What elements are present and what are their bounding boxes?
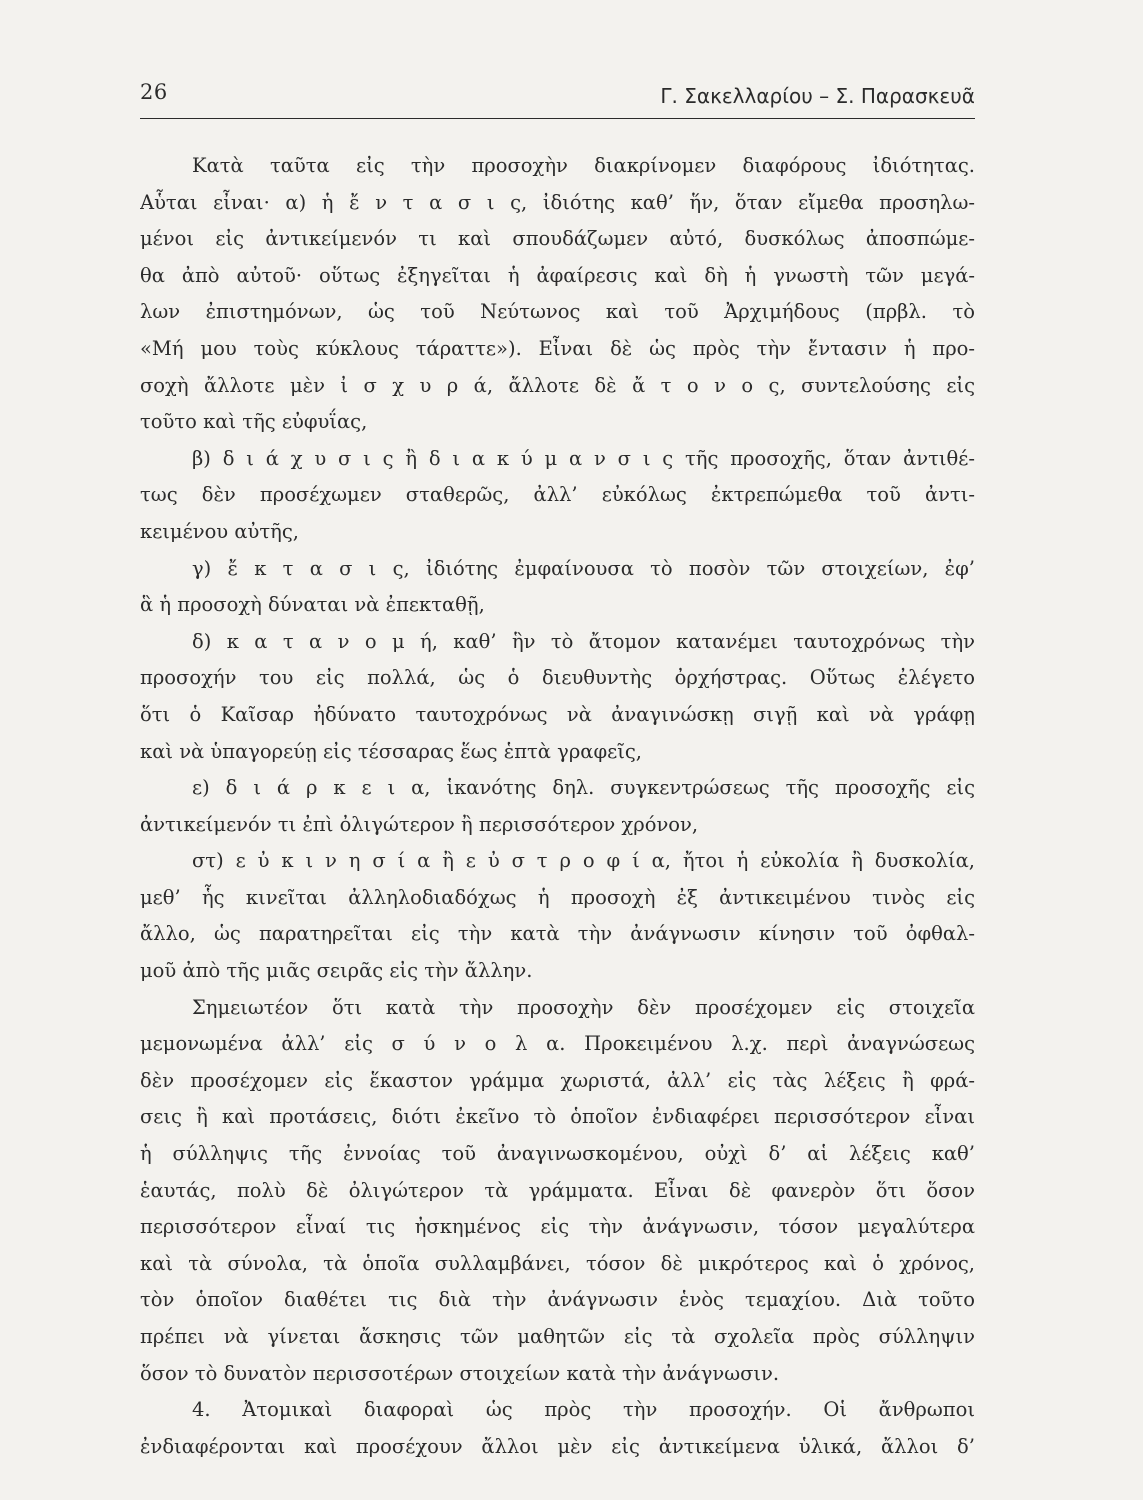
text-line: προσοχήν του εἰς πολλά, ὡς ὁ διευθυντὴς ὀρχήστρας. Οὕτως ἐλέγετο	[140, 666, 975, 690]
text-line: μοῦ ἀπὸ τῆς μιᾶς σειρᾶς εἰς τὴν ἄλλην.	[140, 959, 533, 983]
text-line: τοῦτο καὶ τῆς εὐφυΐας,	[140, 410, 368, 434]
text-line: β) δ ι ά χ υ σ ι ς ἢ δ ι α κ ύ μ α ν σ ι ς τῆς προσοχῆς, ὅταν ἀντιθέ-	[192, 446, 975, 470]
text-line: ἄλλο, ὡς παρατηρεῖται εἰς τὴν κατὰ τὴν ἀνάγνωσιν κίνησιν τοῦ ὀφθαλ-	[140, 922, 975, 946]
text-line: ἐνδιαφέρονται καὶ προσέχουν ἄλλοι μὲν εἰς ἀντικείμενα ὑλικά, ἄλλοι δ’	[140, 1434, 975, 1458]
text-line: ἡ σύλληψις τῆς ἐννοίας τοῦ ἀναγινωσκομένου, οὐχὶ δ’ αἱ λέξεις καθ’	[140, 1142, 975, 1166]
text-line: δ) κ α τ α ν ο μ ή, καθ’ ἣν τὸ ἄτομον κατανέμει ταυτοχρόνως τὴν	[192, 629, 975, 653]
text-line: καὶ τὰ σύνολα, τὰ ὁποῖα συλλαμβάνει, τόσον δὲ μικρότερος καὶ ὁ χρόνος,	[140, 1251, 975, 1275]
text-line: ὅσον τὸ δυνατὸν περισσοτέρων στοιχείων κατὰ τὴν ἀνάγνωσιν.	[140, 1361, 780, 1385]
text-line: γ) ἔ κ τ α σ ι ς, ἰδιότης ἐμφαίνουσα τὸ ποσὸν τῶν στοιχείων, ἐφ’	[192, 556, 975, 580]
text-line: θα ἀπὸ αὐτοῦ· οὕτως ἐξηγεῖται ἡ ἀφαίρεσις καὶ δὴ ἡ γνωστὴ τῶν μεγά-	[140, 263, 975, 287]
text-line: ὅτι ὁ Καῖσαρ ἠδύνατο ταυτοχρόνως νὰ ἀναγινώσκῃ σιγῇ καὶ νὰ γράφῃ	[140, 702, 975, 726]
text-line: καὶ νὰ ὑπαγορεύῃ εἰς τέσσαρας ἕως ἑπτὰ γραφεῖς,	[140, 739, 642, 763]
text-line: σοχὴ ἄλλοτε μὲν ἰ σ χ υ ρ ά, ἄλλοτε δὲ ἄ τ ο ν ο ς, συντελούσης εἰς	[140, 373, 975, 397]
text-line: Σημειωτέον ὅτι κατὰ τὴν προσοχὴν δὲν προσέχομεν εἰς στοιχεῖα	[192, 995, 975, 1019]
text-line: ε) δ ι ά ρ κ ε ι α, ἱκανότης δηλ. συγκεντρώσεως τῆς προσοχῆς εἰς	[192, 776, 975, 800]
text-line: μένοι εἰς ἀντικείμενόν τι καὶ σπουδάζωμεν αὐτό, δυσκόλως ἀποσπώμε-	[140, 227, 975, 251]
running-head: Γ. Σακελλαρίου – Σ. Παρασκευᾶ	[660, 84, 975, 108]
text-line: ἀντικείμενόν τι ἐπὶ ὀλιγώτερον ἢ περισσότερον χρόνον,	[140, 812, 699, 836]
text-line: ἑαυτάς, πολὺ δὲ ὀλιγώτερον τὰ γράμματα. Εἶναι δὲ φανερὸν ὅτι ὅσον	[140, 1178, 975, 1202]
text-line: Κατὰ ταῦτα εἰς τὴν προσοχὴν διακρίνομεν διαφόρους ἰδιότητας.	[192, 154, 975, 177]
text-line: τως δὲν προσέχωμεν σταθερῶς, ἀλλ’ εὐκόλως ἐκτρεπώμεθα τοῦ ἀντι-	[140, 483, 975, 507]
text-line: ἃ ἡ προσοχὴ δύναται νὰ ἐπεκταθῇ,	[140, 593, 485, 617]
page-number: 26	[140, 80, 168, 104]
body-text	[140, 148, 975, 1465]
text-line: τὸν ὁποῖον διαθέτει τις διὰ τὴν ἀνάγνωσιν ἑνὸς τεμαχίου. Διὰ τοῦτο	[140, 1288, 975, 1312]
text-line: περισσότερον εἶναί τις ἠσκημένος εἰς τὴν ἀνάγνωσιν, τόσον μεγαλύτερα	[140, 1215, 975, 1239]
header-rule	[140, 118, 975, 119]
text-line: 4. Ἀτομικαὶ διαφοραὶ ὡς πρὸς τὴν προσοχήν. Οἱ ἄνθρωποι	[192, 1398, 975, 1422]
text-line: στ) ε ὐ κ ι ν η σ ί α ἢ ε ὐ σ τ ρ ο φ ί α, ἤτοι ἡ εὐκολία ἢ δυσκολία,	[192, 849, 975, 873]
text-line: Αὗται εἶναι· α) ἡ ἔ ν τ α σ ι ς, ἰδιότης καθ’ ἥν, ὅταν εἴμεθα προσηλω-	[140, 190, 975, 214]
text-line: δὲν προσέχομεν εἰς ἕκαστον γράμμα χωριστά, ἀλλ’ εἰς τὰς λέξεις ἢ φρά-	[140, 1068, 975, 1092]
text-line: μεθ’ ἧς κινεῖται ἀλληλοδιαδόχως ἡ προσοχὴ ἐξ ἀντικειμένου τινὸς εἰς	[140, 885, 975, 909]
text-line: σεις ἢ καὶ προτάσεις, διότι ἐκεῖνο τὸ ὁποῖον ἐνδιαφέρει περισσότερον εἶναι	[140, 1105, 975, 1129]
text-line: κειμένου αὐτῆς,	[140, 519, 299, 543]
page-header	[140, 80, 975, 120]
text-line: λων ἐπιστημόνων, ὡς τοῦ Νεύτωνος καὶ τοῦ Ἀρχιμήδους (πρβλ. τὸ	[140, 300, 975, 324]
text-line: πρέπει νὰ γίνεται ἄσκησις τῶν μαθητῶν εἰς τὰ σχολεῖα πρὸς σύλληψιν	[140, 1325, 975, 1348]
text-line: «Μή μου τοὺς κύκλους τάραττε»). Εἶναι δὲ ὡς πρὸς τὴν ἔντασιν ἡ προ-	[140, 336, 975, 360]
text-line: μεμονωμένα ἀλλ’ εἰς σ ύ ν ο λ α. Προκειμένου λ.χ. περὶ ἀναγνώσεως	[140, 1032, 975, 1056]
